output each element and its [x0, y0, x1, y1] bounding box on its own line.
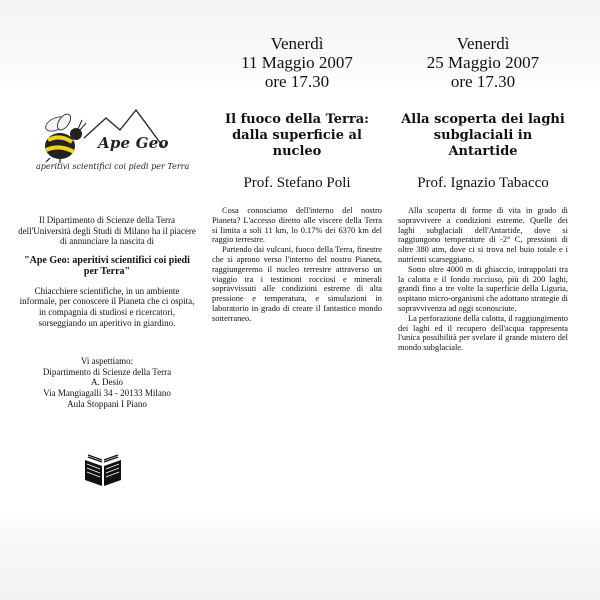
event-date: 11 Maggio 2007 [241, 53, 353, 72]
contact-line: A. Desio [91, 377, 123, 388]
event-date: 25 Maggio 2007 [426, 53, 540, 72]
event-time: ore 17.30 [450, 72, 516, 91]
series-description: Chiacchiere scientifiche, in un ambiente informale, per conoscere il Pianeta che ci ospita, in compagnia di studiosi e ricercatori, sorseggiando un aperitivo in giardino. [19, 285, 195, 328]
books-icon [82, 452, 124, 490]
abstract-paragraph: Partendo dai vulcani, fuoco della Terra, finestre che si aprono verso l'interno del nostro Pianeta, raggiungeremo il nucleo terrestre attraverso un viaggio tra i testimoni rocciosi e minerali sopravvissuti alle condizioni estreme di alta pressione e temperatura, e simulazioni in laboratorio in grado di creare il fantastico mondo sotterraneo. [212, 245, 382, 323]
event-abstract [398, 206, 568, 353]
logo-title: Ape Geo [98, 134, 169, 152]
event-title: Alla scoperta dei laghi subglaciali in Antartide [401, 112, 565, 159]
contact-block [18, 356, 196, 409]
bottom-background-band [0, 510, 600, 600]
event-speaker: Prof. Ignazio Tabacco [417, 175, 549, 191]
abstract-paragraph: Sotto oltre 4000 m di ghiaccio, intrappolati tra la calotta e il fondo roccioso, più di 200 laghi, grandi fino a tre volte la superficie della Liguria, ospitano micro-organismi che adottano strategie di sopravvivenza ad oggi sconosciute. [398, 264, 568, 313]
event-speaker: Prof. Stefano Poli [243, 175, 351, 191]
contact-line: Via Mangiagalli 34 - 20133 Milano [43, 387, 171, 398]
announcement-text: Il Dipartimento di Scienze della Terra dell'Università degli Studi di Milano ha il piacere di annunciare la nascita di [18, 215, 196, 247]
abstract-paragraph: Alla scoperta di forme di vita in grado di sopravvivere a condizioni estreme. Quelle dei laghi subglaciali dell'Antartide, dove si raggiungono temperature di -2° C, pressioni di oltre 380 atm, dove ci si trova nel buio totale e i nutrienti scarseggiano. [398, 206, 568, 264]
abstract-paragraph: La perforazione della calotta, il raggiungimento dei laghi ed il recupero dell'acqua rappresenta l'unica possibilità per svelare il grande mistero del mondo subglaciale. [398, 313, 568, 353]
event-day: Venerdì [270, 34, 324, 53]
event-date-block [217, 34, 377, 91]
ape-geo-logo [36, 104, 196, 184]
intro-column [18, 215, 196, 409]
event-title: Il fuoco della Terra: dalla superficie al nucleo [225, 112, 369, 159]
event-series-name: "Ape Geo: aperitivi scientifici coi piedi per Terra" [24, 254, 190, 278]
contact-heading: Vi aspettiamo: [80, 356, 134, 367]
event-date-block [403, 34, 563, 91]
event-time: ore 17.30 [264, 72, 330, 91]
event-day: Venerdì [456, 34, 510, 53]
contact-line: Aula Stoppani I Piano [67, 398, 147, 409]
contact-line: Dipartimento di Scienze della Terra [42, 366, 172, 377]
logo-tagline: aperitivi scientifici coi piedi per Terra [36, 162, 190, 171]
event-abstract [212, 206, 382, 324]
abstract-paragraph: Cosa conosciamo dell'interno del nostro Pianeta? L'accesso diretto alle viscere della Terra si limita a soli 11 km, lo 0.17% dei 6370 km del raggio terrestre. [212, 206, 382, 245]
